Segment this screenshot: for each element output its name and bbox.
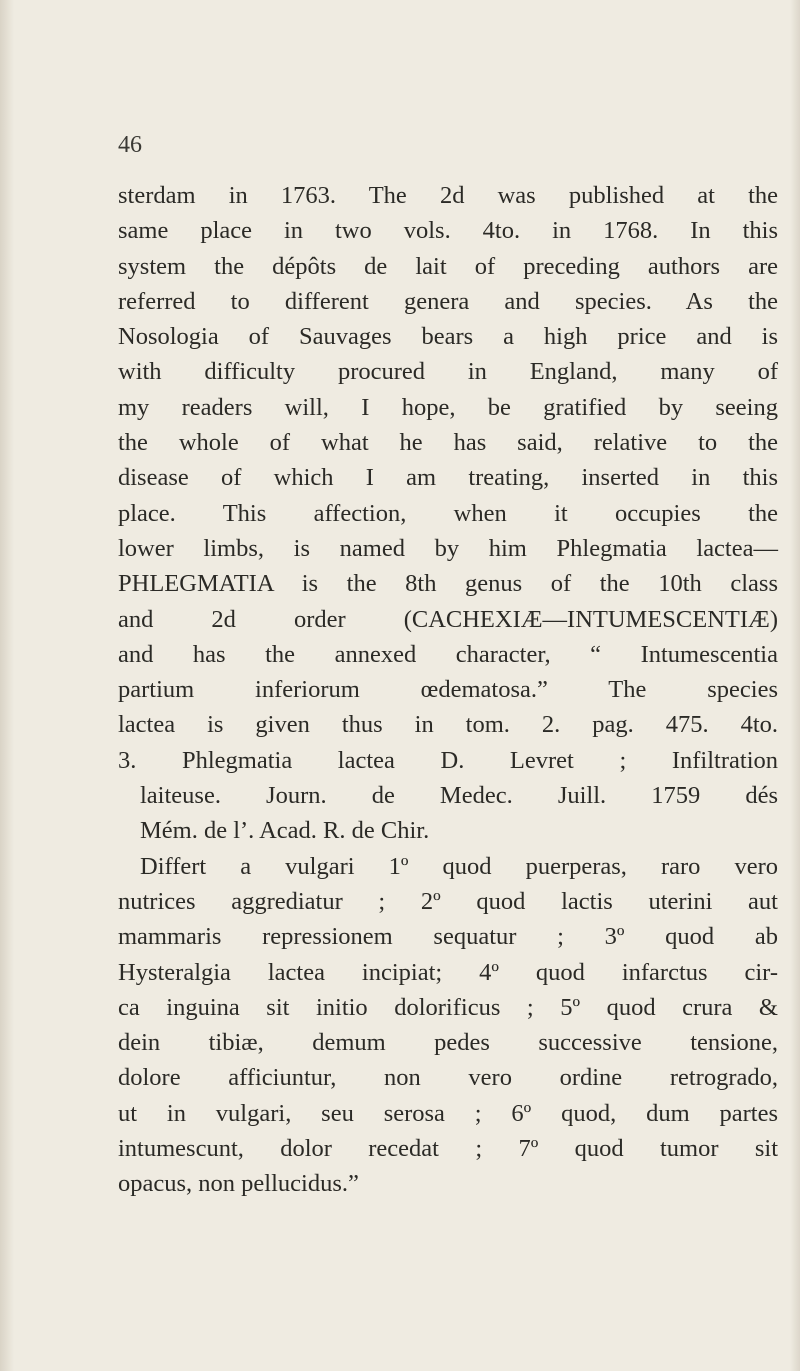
text-line: lower limbs, is named by him Phlegmatia lactea— (118, 534, 778, 562)
text-line: nutrices aggrediatur ; 2º quod lactis uterini aut (118, 887, 778, 915)
left-page-edge (0, 0, 14, 1371)
text-line: 3. Phlegmatia lactea D. Levret ; Infiltration (118, 746, 778, 774)
text-line: and has the annexed character, “ Intumescentia (118, 640, 778, 668)
text-line: dolore afficiuntur, non vero ordine retrogrado, (118, 1064, 778, 1092)
text-line: ut in vulgari, seu serosa ; 6º quod, dum partes (118, 1099, 778, 1127)
text-line: Mém. de l’. Acad. R. de Chir. (140, 817, 430, 845)
text-line: and 2d order (CACHEXIÆ—INTUMESCENTIÆ) (118, 605, 778, 633)
text-line: with difficulty procured in England, many of (118, 358, 778, 386)
right-page-edge (790, 0, 800, 1371)
text-line: same place in two vols. 4to. in 1768. In this (118, 217, 778, 245)
text-line: intumescunt, dolor recedat ; 7º quod tumor sit (118, 1135, 778, 1163)
text-line: lactea is given thus in tom. 2. pag. 475. 4to. (118, 711, 778, 739)
text-line: my readers will, I hope, be gratified by seeing (118, 393, 778, 421)
text-line: mammaris repressionem sequatur ; 3º quod ab (118, 923, 778, 951)
text-line: Differt a vulgari 1º quod puerperas, raro vero (140, 852, 778, 880)
text-line: partium inferiorum œdematosa.” The species (118, 676, 778, 704)
text-line: the whole of what he has said, relative to the (118, 429, 778, 457)
text-line: system the dépôts de lait of preceding authors are (118, 252, 778, 280)
text-line: sterdam in 1763. The 2d was published at the (118, 182, 778, 209)
page-number: 46 (118, 132, 142, 158)
text-line: ca inguina sit initio dolorificus ; 5º quod crura & (118, 993, 778, 1021)
text-line: referred to different genera and species. As the (118, 287, 778, 315)
text-line: PHLEGMATIA is the 8th genus of the 10th class (118, 570, 778, 598)
body-text (118, 178, 778, 1202)
text-line: Nosologia of Sauvages bears a high price and is (118, 323, 778, 351)
text-line: Hysteralgia lactea incipiat; 4º quod infarctus cir- (118, 958, 778, 986)
text-line: place. This affection, when it occupies the (118, 499, 778, 527)
text-line: disease of which I am treating, inserted in this (118, 464, 778, 492)
text-line: opacus, non pellucidus.” (118, 1170, 359, 1198)
text-line: dein tibiæ, demum pedes successive tensione, (118, 1029, 778, 1057)
text-line: laiteuse. Journ. de Medec. Juill. 1759 dés (140, 782, 778, 810)
